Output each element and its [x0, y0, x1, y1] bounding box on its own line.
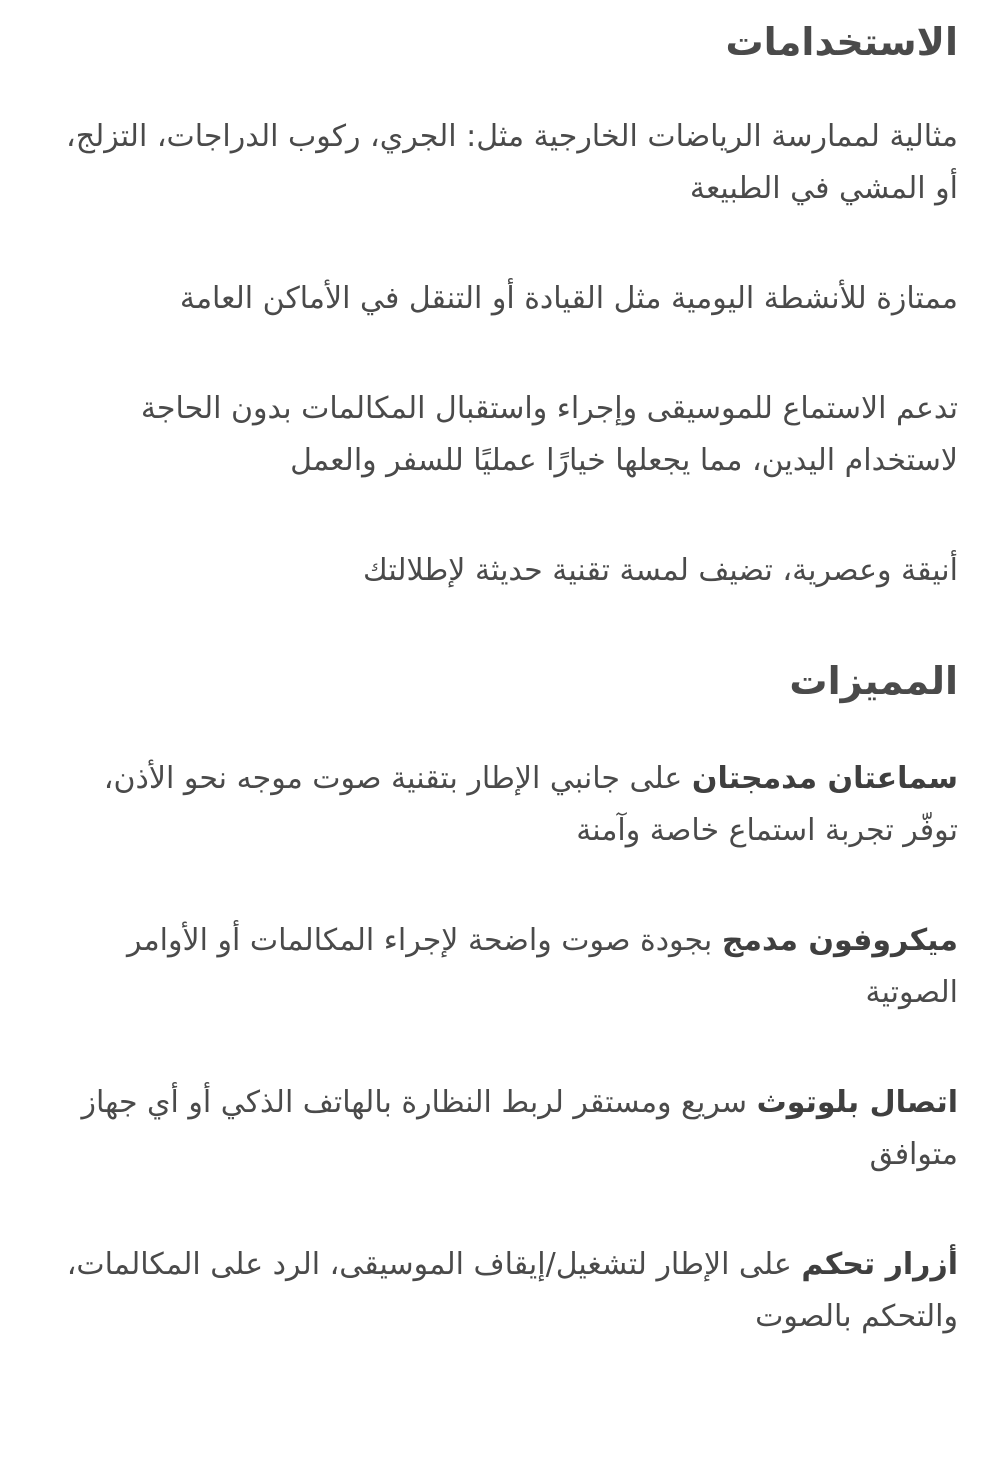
- feature-description: سريع ومستقر لربط النظارة بالهاتف الذكي أو أي جهاز متوافق: [81, 1084, 958, 1172]
- feature-title: سماعتان مدمجتان: [691, 760, 958, 796]
- feature-item: [40, 1077, 958, 1181]
- feature-item: [40, 915, 958, 1019]
- feature-title: ميكروفون مدمج: [721, 922, 958, 958]
- feature-description: بجودة صوت واضحة لإجراء المكالمات أو الأوامر الصوتية: [127, 922, 958, 1010]
- features-heading: المميزات: [789, 659, 958, 704]
- feature-title: أزرار تحكم: [801, 1246, 958, 1282]
- uses-item: أنيقة وعصرية، تضيف لمسة تقنية حديثة لإطلالتك: [363, 553, 958, 589]
- uses-item: تدعم الاستماع للموسيقى وإجراء واستقبال المكالمات بدون الحاجة لاستخدام اليدين، مما يجعلها خيارًا عمليًا للسفر والعمل: [140, 391, 958, 479]
- uses-item: مثالية لممارسة الرياضات الخارجية مثل: الجري، ركوب الدراجات، التزلج، أو المشي في الطبيعة: [66, 119, 958, 207]
- feature-item: [40, 753, 958, 857]
- feature-title: اتصال بلوتوث: [756, 1084, 958, 1120]
- feature-description: على جانبي الإطار بتقنية صوت موجه نحو الأذن، توفّر تجربة استماع خاصة وآمنة: [103, 760, 958, 848]
- feature-item: [40, 1239, 958, 1343]
- uses-heading: الاستخدامات: [725, 20, 958, 64]
- uses-item: ممتازة للأنشطة اليومية مثل القيادة أو التنقل في الأماكن العامة: [179, 281, 958, 317]
- feature-description: على الإطار لتشغيل/إيقاف الموسيقى، الرد على المكالمات، والتحكم بالصوت: [66, 1246, 958, 1334]
